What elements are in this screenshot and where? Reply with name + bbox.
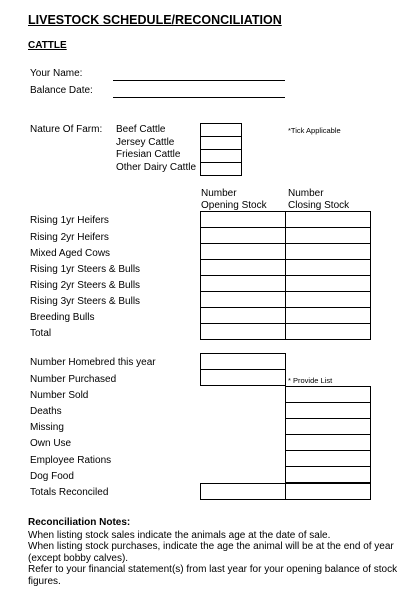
closing-cell-mixed-aged-cows[interactable] bbox=[285, 243, 371, 260]
farm-type-jersey: Jersey Cattle bbox=[116, 137, 175, 148]
section-heading: CATTLE bbox=[28, 40, 67, 51]
closing-cell-deaths[interactable] bbox=[285, 402, 371, 419]
closing-cell-missing[interactable] bbox=[285, 418, 371, 435]
homebred-label: Number Homebred this year bbox=[30, 357, 156, 368]
totals-closing-cell[interactable] bbox=[285, 483, 371, 500]
page-title: LIVESTOCK SCHEDULE/RECONCILIATION bbox=[28, 13, 282, 27]
homebred-cell[interactable] bbox=[200, 353, 286, 370]
closing-cell-number-sold[interactable] bbox=[285, 386, 371, 403]
totals-opening-cell[interactable] bbox=[200, 483, 286, 500]
notes-body bbox=[28, 530, 398, 587]
tick-applicable-note: *Tick Applicable bbox=[288, 126, 341, 135]
closing-header-line1: Number bbox=[288, 188, 324, 199]
opening-cell-rising-1yr-steers[interactable] bbox=[200, 259, 286, 276]
row-label-own-use: Own Use bbox=[30, 438, 72, 449]
note-sales: When listing stock sales indicate the animals age at the date of sale. bbox=[28, 530, 331, 541]
opening-cell-rising-2yr-steers[interactable] bbox=[200, 275, 286, 292]
row-label-employee-rations: Employee Rations bbox=[30, 455, 112, 466]
row-label-deaths: Deaths bbox=[30, 406, 62, 417]
purchased-cell[interactable] bbox=[200, 369, 286, 386]
notes-title: Reconciliation Notes: bbox=[28, 517, 131, 528]
closing-cell-employee-rations[interactable] bbox=[285, 450, 371, 467]
row-label-rising-1yr-heifers: Rising 1yr Heifers bbox=[30, 215, 109, 226]
row-label-rising-3yr-steers: Rising 3yr Steers & Bulls bbox=[30, 296, 141, 307]
your-name-field[interactable] bbox=[113, 80, 285, 81]
closing-cell-dog-food[interactable] bbox=[285, 466, 371, 483]
opening-header-line2: Opening Stock bbox=[201, 200, 267, 211]
closing-cell-breeding-bulls[interactable] bbox=[285, 307, 371, 324]
closing-cell-rising-3yr-steers[interactable] bbox=[285, 291, 371, 308]
opening-cell-mixed-aged-cows[interactable] bbox=[200, 243, 286, 260]
closing-cell-rising-2yr-heifers[interactable] bbox=[285, 227, 371, 244]
row-label-rising-1yr-steers: Rising 1yr Steers & Bulls bbox=[30, 264, 141, 275]
tick-box-beef[interactable] bbox=[200, 123, 242, 137]
closing-cell-rising-1yr-heifers[interactable] bbox=[285, 211, 371, 228]
note-purchases: When listing stock purchases, indicate the age the animal will be at the end of year (except bobby calves). bbox=[28, 541, 394, 564]
row-label-dog-food: Dog Food bbox=[30, 471, 74, 482]
opening-cell-rising-3yr-steers[interactable] bbox=[200, 291, 286, 308]
farm-type-friesian: Friesian Cattle bbox=[116, 149, 181, 160]
row-label-number-sold: Number Sold bbox=[30, 390, 89, 401]
closing-header-line2: Closing Stock bbox=[288, 200, 350, 211]
row-label-rising-2yr-heifers: Rising 2yr Heifers bbox=[30, 232, 109, 243]
row-label-mixed-aged-cows: Mixed Aged Cows bbox=[30, 248, 111, 259]
row-label-missing: Missing bbox=[30, 422, 64, 433]
tick-box-friesian[interactable] bbox=[200, 149, 242, 163]
closing-cell-total[interactable] bbox=[285, 323, 371, 340]
opening-cell-rising-1yr-heifers[interactable] bbox=[200, 211, 286, 228]
row-label-rising-2yr-steers: Rising 2yr Steers & Bulls bbox=[30, 280, 141, 291]
your-name-label: Your Name: bbox=[30, 68, 83, 79]
closing-cell-rising-2yr-steers[interactable] bbox=[285, 275, 371, 292]
provide-list-note: * Provide List bbox=[288, 376, 333, 385]
balance-date-label: Balance Date: bbox=[30, 85, 93, 96]
opening-cell-total[interactable] bbox=[200, 323, 286, 340]
balance-date-field[interactable] bbox=[113, 97, 285, 98]
opening-cell-rising-2yr-heifers[interactable] bbox=[200, 227, 286, 244]
nature-of-farm-label: Nature Of Farm: bbox=[30, 124, 103, 135]
closing-cell-own-use[interactable] bbox=[285, 434, 371, 451]
purchased-label: Number Purchased bbox=[30, 374, 117, 385]
row-label-breeding-bulls: Breeding Bulls bbox=[30, 312, 95, 323]
closing-cell-rising-1yr-steers[interactable] bbox=[285, 259, 371, 276]
totals-reconciled-label: Totals Reconciled bbox=[30, 487, 109, 498]
tick-box-jersey[interactable] bbox=[200, 136, 242, 150]
farm-type-beef: Beef Cattle bbox=[116, 124, 166, 135]
opening-cell-breeding-bulls[interactable] bbox=[200, 307, 286, 324]
row-label-total: Total bbox=[30, 328, 52, 339]
opening-header-line1: Number bbox=[201, 188, 237, 199]
note-opening-balance: Refer to your financial statement(s) from last year for your opening balance of stock figures. bbox=[28, 564, 398, 587]
tick-box-other-dairy[interactable] bbox=[200, 162, 242, 176]
farm-type-other-dairy: Other Dairy Cattle bbox=[116, 162, 197, 173]
